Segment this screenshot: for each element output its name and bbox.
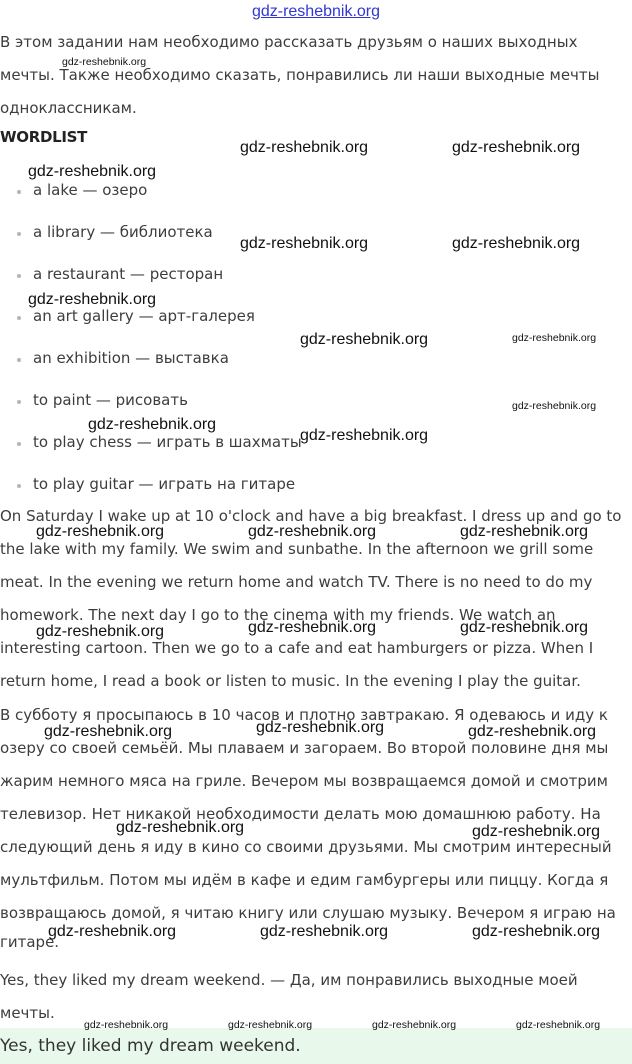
watermark-text: gdz-reshebnik.org (44, 723, 173, 740)
watermark-text: gdz-reshebnik.org (116, 819, 245, 836)
wordlist-item: an exhibition — выставка (33, 349, 229, 367)
intro-line: В этом задании нам необходимо рассказать друзьям о наших выходных (0, 33, 578, 51)
watermark-text: gdz-reshebnik.org (472, 823, 601, 840)
watermark-text: gdz-reshebnik.org (240, 139, 369, 156)
bullet-icon (17, 358, 21, 362)
watermark-text: gdz-reshebnik.org (36, 623, 165, 640)
watermark-text: gdz-reshebnik.org (460, 523, 589, 540)
wordlist-item: to paint — рисовать (33, 391, 188, 409)
watermark-text: gdz-reshebnik.org (62, 56, 147, 68)
wordlist-item: an art gallery — арт-галерея (33, 307, 255, 325)
russian-line: телевизор. Нет никакой необходимости делать мою домашнюю работу. На (0, 805, 601, 823)
english-line: meat. In the evening we return home and watch TV. There is no need to do my (0, 573, 593, 591)
watermark-text: gdz-reshebnik.org (84, 1019, 169, 1031)
intro-line: одноклассникам. (0, 99, 137, 117)
intro-paragraph (0, 26, 632, 125)
russian-line: мультфильм. Потом мы идём в кафе и едим гамбургеры или пиццу. Когда я (0, 871, 609, 889)
bullet-icon (17, 190, 21, 194)
watermark-text: gdz-reshebnik.org (460, 619, 589, 636)
wordlist-item: to play chess — играть в шахматы (33, 433, 302, 451)
bullet-icon (17, 232, 21, 236)
russian-line: возвращаюсь домой, я читаю книгу или слушаю музыку. Вечером я играю на (0, 904, 616, 922)
watermark-text: gdz-reshebnik.org (240, 235, 369, 252)
bullet-icon (17, 316, 21, 320)
watermark-text: gdz-reshebnik.org (512, 400, 597, 412)
site-link[interactable]: gdz-reshebnik.org (251, 3, 381, 20)
watermark-text: gdz-reshebnik.org (260, 923, 389, 940)
wordlist-item: a library — библиотека (33, 223, 213, 241)
answer-text: Yes, they liked my dream weekend. (0, 1036, 301, 1056)
watermark-text: gdz-reshebnik.org (248, 619, 377, 636)
watermark-text: gdz-reshebnik.org (28, 163, 157, 180)
wordlist-item: to play guitar — играть на гитаре (33, 475, 296, 493)
wordlist-heading: WORDLIST (0, 128, 88, 146)
answer-translation-line: мечты. (0, 1004, 55, 1022)
intro-line: мечты. Также необходимо сказать, понравились ли наши выходные мечты (0, 66, 600, 84)
watermark-text: gdz-reshebnik.org (36, 523, 165, 540)
wordlist-item: a restaurant — ресторан (33, 265, 224, 283)
watermark-text: gdz-reshebnik.org (452, 139, 581, 156)
english-line: interesting cartoon. Then we go to a cafe and eat hamburgers or pizza. When I (0, 639, 594, 657)
bullet-icon (17, 442, 21, 446)
russian-line: гитаре. (0, 933, 60, 951)
watermark-text: gdz-reshebnik.org (88, 416, 217, 433)
answer-translation-line: Yes, they liked my dream weekend. — Да, им понравились выходные моей (0, 971, 578, 989)
watermark-text: gdz-reshebnik.org (300, 331, 429, 348)
watermark-text: gdz-reshebnik.org (300, 427, 429, 444)
bullet-icon (17, 400, 21, 404)
watermark-text: gdz-reshebnik.org (228, 1019, 313, 1031)
watermark-text: gdz-reshebnik.org (48, 923, 177, 940)
bullet-icon (17, 274, 21, 278)
watermark-text: gdz-reshebnik.org (512, 332, 597, 344)
watermark-text: gdz-reshebnik.org (28, 291, 157, 308)
bullet-icon (17, 484, 21, 488)
russian-line: жарим немного мяса на гриле. Вечером мы возвращаемся домой и смотрим (0, 772, 608, 790)
russian-line: В субботу я просыпаюсь в 10 часов и плотно завтракаю. Я одеваюсь и иду к (0, 706, 608, 724)
watermark-text: gdz-reshebnik.org (248, 523, 377, 540)
wordlist-item: a lake — озеро (33, 181, 148, 199)
watermark-text: gdz-reshebnik.org (256, 719, 385, 736)
watermark-text: gdz-reshebnik.org (452, 235, 581, 252)
english-line: On Saturday I wake up at 10 o'clock and have a big breakfast. I dress up and go to (0, 507, 622, 525)
watermark-text: gdz-reshebnik.org (372, 1019, 457, 1031)
english-line: the lake with my family. We swim and sunbathe. In the afternoon we grill some (0, 540, 594, 558)
watermark-text: gdz-reshebnik.org (472, 923, 601, 940)
russian-line: следующий день я иду в кино со своими друзьями. Мы смотрим интересный (0, 838, 612, 856)
russian-line: озеру со своей семьёй. Мы плаваем и загораем. Во второй половине дня мы (0, 739, 609, 757)
english-line: return home, I read a book or listen to music. In the evening I play the guitar. (0, 672, 581, 690)
watermark-text: gdz-reshebnik.org (516, 1019, 601, 1031)
watermark-text: gdz-reshebnik.org (468, 723, 597, 740)
english-line: homework. The next day I go to the cinema with my friends. We watch an (0, 606, 556, 624)
